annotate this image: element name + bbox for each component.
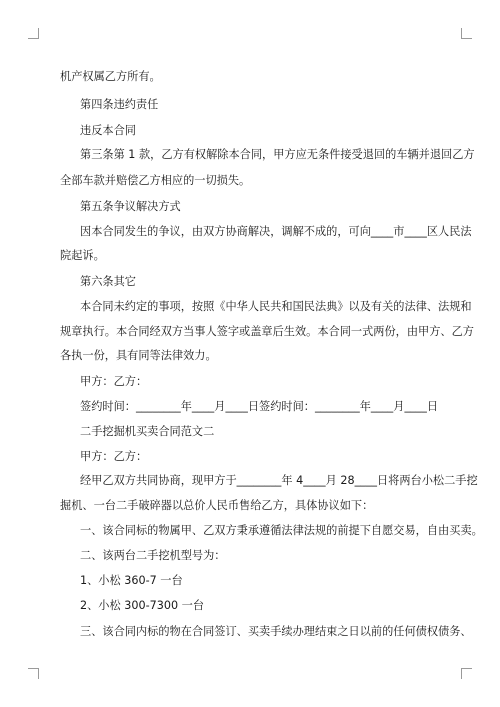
paragraph-line: 全部车款并赔偿乙方相应的一切损失。 [60,174,251,187]
list-item: 2、小松 300-7300 一台 [80,599,205,612]
section-heading: 第四条违约责任 [80,98,159,111]
body-line: 机产权属乙方所有。 [60,70,161,83]
paragraph-line: 违反本合同 [80,124,136,137]
clause-line: 三、该合同内标的物在合同签订、买卖手续办理结束之日以前的任何债权债务、 [80,625,472,638]
corner-mark-top-right [461,28,472,39]
paragraph-line: 掘机、一台二手破碎器以总价人民币售给乙方，具体协议如下： [60,499,374,512]
corner-mark-top-left [28,28,39,39]
clause-line: 一、该合同标的物属甲、乙双方秉承遵循法律法规的前提下自愿交易，自由买卖。 [80,524,483,537]
signing-date-line: 签约时间：________年____月____日签约时间：________年____月____日 [80,400,439,413]
section-heading: 第五条争议解决方式 [80,200,181,213]
paragraph-line: 因本合同发生的争议，由双方协商解决，调解不成的，可向____市____区人民法 [80,225,472,238]
section-heading: 第六条其它 [80,275,136,288]
signature-parties: 甲方：乙方： [80,450,148,463]
clause-line: 二、该两台二手挖机型号为： [80,549,226,562]
paragraph-line: 院起诉。 [60,249,105,262]
paragraph-line: 第三条第 1 款，乙方有权解除本合同，甲方应无条件接受退回的车辆并退回乙方 [80,148,475,161]
corner-mark-bottom-left [28,668,39,679]
signature-parties: 甲方：乙方： [80,375,148,388]
corner-mark-bottom-right [461,668,472,679]
paragraph-line: 规章执行。本合同经双方当事人签字或盖章后生效。本合同一式两份，由甲方、乙方 [60,325,474,338]
paragraph-line: 本合同未约定的事项，按照《中华人民共和国民法典》以及有关的法律、法规和 [80,300,472,313]
list-item: 1、小松 360-7 一台 [80,574,183,587]
contract-title: 二手挖掘机买卖合同范文二 [80,425,215,438]
paragraph-line: 经甲乙双方共同协商，现甲方于________年 4____月 28____日将两台小松二手挖 [80,474,478,487]
paragraph-line: 各执一份，具有同等法律效力。 [60,349,217,362]
